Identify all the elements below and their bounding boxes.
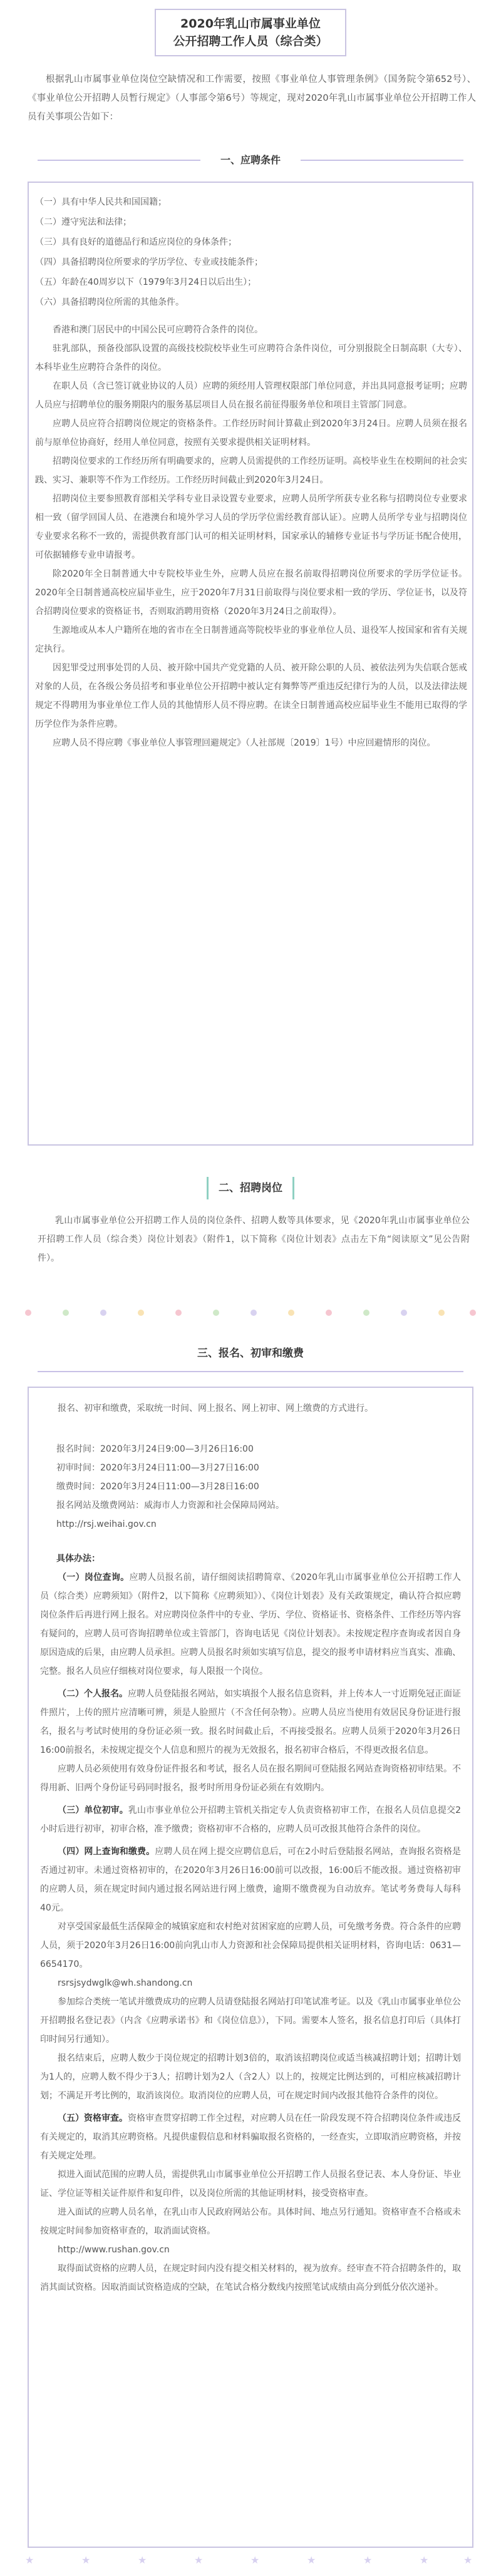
star-icon: ★	[138, 2554, 147, 2566]
step4-note: 对享受国家最低生活保障金的城镇家庭和农村绝对贫困家庭的应聘人员，可免缴考务费。符合条件的应聘人员，须于2020年3月26日16:00前向乳山市人力资源和社会保障局提供相关证明材料，咨询电话：0631—6654170。	[40, 1922, 461, 1969]
final-text: 取得面试资格的应聘人员，在规定时间内没有提交相关材料的，视为放弃。经审查不符合招聘条件的，取消其面试资格。因取消面试资格造成的空缺，在笔试合格分数线内按照笔试成绩由高分到低分依次递补。	[40, 2264, 461, 2292]
decorative-dots	[25, 1307, 476, 1320]
condition-paragraph: 除2020年全日制普通大中专院校毕业生外，应聘人员应在报名前取得招聘岗位所要求的学历学位证书。2020年全日制普通高校应届毕业生，应于2020年7月31日前取得与岗位要求相一致的学历、学位证书，以及符合招聘岗位要求的资格证书，否则取消聘用资格（2020年3月24日之前取得）。	[35, 569, 467, 617]
star-icon: ★	[420, 2554, 429, 2566]
condition-paragraph: 香港和澳门居民中的中国公民可应聘符合条件的岗位。	[53, 325, 263, 335]
step4-text: 应聘人员在网上提交应聘信息后，可在2小时后登陆报名网站，查询报名资格是否通过初审。未通过资格初审的，在2020年3月26日16:00前可以改报，16:00后不能改报。通过资格初审的应聘人员，须在规定时间内通过报名网站进行网上缴费，逾期不缴费视为自动放弃。笔试考务费每人每科40元。	[40, 1847, 462, 1913]
step4-title: （四）网上查询和缴费。	[58, 1847, 155, 1857]
limit-text: 报名结束后，应聘人数少于岗位规定的招聘计划3倍的，取消该招聘岗位或适当核减招聘计划；招聘计划为1人的，应聘人数不得少于3人；招聘计划为2人（含2人）以上的，按规定比例达到的，可相应核减招聘计划；不满足开考比例的，取消该岗位。取消岗位的应聘人员，可在规定时间内改报其他符合条件的岗位。	[40, 2053, 461, 2101]
list-item: （六）具备招聘岗位所需的其他条件。	[35, 297, 184, 307]
step2-title: （二）个人报名。	[58, 1689, 128, 1699]
list-item: （二）遵守宪法和法律；	[35, 217, 132, 227]
website-link[interactable]: http://rsj.weihai.gov.cn	[56, 1519, 157, 1529]
divider	[38, 1371, 463, 1372]
star-icon: ★	[250, 2554, 260, 2566]
list-item: （五）年龄在40周岁以下（1979年3月24日以后出生）；	[35, 277, 257, 287]
title-line1: 2020年乳山市属事业单位	[180, 17, 321, 31]
divider	[301, 160, 463, 161]
list-item: （四）具备招聘岗位所要求的学历学位、专业或技能条件；	[35, 257, 263, 267]
star-icon: ★	[463, 2554, 473, 2566]
step2-text: 应聘人员登陆报名网站，如实填报个人报名信息资料，并上传本人一寸近期免冠正面证件照片，上传的照片应清晰可辨，须是人脸照片（不含任何杂物）。应聘人员应当使用有效居民身份证进行报名，报名与考试时使用的身份证必须一致。报名时间截止后，不再接受报名。应聘人员须于2020年3月26日16:00前报名，未按规定提交个人信息和照片的视为无效报名，报名初审合格后，不得更改报名信息。	[40, 1689, 461, 1755]
condition-paragraph: 招聘岗位要求的工作经历所有明确要求的，应聘人员需提供的工作经历证明。高校毕业生在校期间的社会实践、实习、兼职等不作为工作经历。工作经历时间截止到2020年3月24日。	[35, 456, 467, 485]
divider	[38, 160, 200, 161]
print-text: 参加综合类统一笔试并缴费成功的应聘人员请登陆报名网站打印笔试准考证。以及《乳山市属事业单位公开招聘报名登记表》（内含《应聘承诺书》和《岗位信息》），下同。需要本人签名，报名信息打印后（具体打印时间另行通知）。	[40, 1997, 461, 2045]
list-item: （一）具有中华人民共和国国籍；	[35, 197, 167, 207]
star-icon: ★	[194, 2554, 204, 2566]
decorative-stars	[25, 2554, 476, 2569]
schedule-line: 报名时间：2020年3月24日9:00—3月26日16:00	[56, 1444, 254, 1454]
section2-heading	[188, 1177, 313, 1202]
condition-paragraph: 驻乳部队，预备役部队设置的高级技校院校毕业生可应聘符合条件岗位，可分别报院全日制高职（大专）、本科毕业生应聘符合条件的岗位。	[35, 344, 467, 372]
section3-overview: 报名、初审和缴费，采取统一时间、网上报名、网上初审、网上缴费的方式进行。	[58, 1403, 373, 1414]
section2-title: 二、招聘岗位	[207, 1177, 294, 1199]
step1-text: 应聘人员报名前，请仔细阅读招聘简章、《2020年乳山市属事业单位公开招聘工作人员（综合类）应聘须知》（附件2，以下简称《应聘须知》）、《岗位计划表》及有关政策规定，确认符合拟应聘岗位条件后再进行网上报名。对应聘岗位条件中的专业、学历、学位、资格证书、资格条件、工作经历等内容有疑问的，应聘人员可咨询招聘单位或主管部门，咨询电话见《岗位计划表》。未按规定程序查询或者因自身原因造成的后果，由应聘人员承担。应聘人员报名时须如实填写信息，提交的报考申请材料应当真实、准确、完整。报名人员应仔细核对岗位要求，每人限报一个岗位。	[40, 1573, 462, 1676]
condition-paragraph: 生源地或从本人户籍所在地的省市在全日制普通高等院校毕业的事业单位人员、退役军人按国家和省有关规定执行。	[35, 625, 467, 654]
step5-text3: 进入面试的应聘人员名单，在乳山市人民政府网站公布。具体时间、地点另行通知。资格审查不合格或未按规定时间参加资格审查的，取消面试资格。	[40, 2207, 461, 2236]
website-link[interactable]: http://www.rushan.gov.cn	[58, 2245, 170, 2255]
email-address[interactable]: rsrsjsydwglk@wh.shandong.cn	[58, 1978, 193, 1988]
step2-note: 应聘人员必须使用有效身份证件报名和考试，报名人员在报名期间可登陆报名网站查询资格初审结果。不得用新、旧两个身份证号码同时报名，报考时所用身份证必须在有效期内。	[40, 1764, 461, 1793]
step1	[40, 1568, 461, 2297]
star-icon: ★	[307, 2554, 316, 2566]
step5-text2: 拟进入面试范围的应聘人员，需提供乳山市属事业单位公开招聘工作人员报名登记表、本人身份证、毕业证、学位证等相关证件原件和复印件，以及岗位所需的其他证明材料，接受资格审查。	[40, 2170, 461, 2199]
method-title: 具体办法：	[56, 1554, 100, 1564]
step5-text: 资格审查贯穿招聘工作全过程，对应聘人员在任一阶段发现不符合招聘岗位条件或违反有关规定的，取消其应聘资格。凡提供虚假信息和材料骗取报名资格的，一经查实，立即取消应聘资格，并按有关规定处理。	[40, 2113, 461, 2161]
section2-text: 乳山市属事业单位公开招聘工作人员的岗位条件、招聘人数等具体要求，见《2020年乳山市属事业单位公开招聘工作人员（综合类）岗位计划表》（附件1，以下简称《岗位计划表》点击左下角“阅读原文”见公告附件）。	[38, 1216, 470, 1263]
title-box	[155, 9, 346, 56]
section1-heading	[0, 148, 501, 173]
step5-title: （五）资格审查。	[58, 2113, 128, 2123]
condition-paragraph: 因犯罪受过刑事处罚的人员、被开除中国共产党党籍的人员、被开除公职的人员、被依法列为失信联合惩戒对象的人员，在各级公务员招考和事业单位公开招聘中被认定有舞弊等严重违反纪律行为的人员，以及法律法规规定不得聘用为事业单位工作人员的其他情形人员不得应聘。在读全日制普通高校应届毕业生不能用已取得的学历学位作为条件应聘。	[35, 663, 467, 729]
section3-title: 三、报名、初审和缴费	[197, 1347, 304, 1360]
conditions-list	[35, 195, 467, 752]
step1-title: （一）岗位查询。	[58, 1573, 130, 1583]
star-icon: ★	[81, 2554, 91, 2566]
schedule-line: 缴费时间：2020年3月24日11:00—3月28日16:00	[56, 1482, 259, 1492]
star-icon: ★	[25, 2554, 34, 2566]
star-icon: ★	[363, 2554, 373, 2566]
schedule-line: 报名网站及缴费网站：威海市人力资源和社会保障局网站。	[56, 1501, 284, 1511]
step3-title: （三）单位初审。	[58, 1805, 128, 1815]
condition-paragraph: 招聘岗位主要参照教育部相关学科专业目录设置专业要求，应聘人员所学所获专业名称与招聘岗位专业要求相一致（留学回国人员、在港澳台和境外学习人员的学历学位需经教育部认证）。应聘人员所学专业与招聘岗位专业要求名称不一致的，需提供教育部门认可的相关证明材料，国家承认的辅修专业证书与学历证书配合使用，可依据辅修专业申请报考。	[35, 494, 467, 560]
step3-text: 乳山市事业单位公开招聘主管机关指定专人负责资格初审工作，在报名人员信息提交2小时后进行初审，初审合格，准予缴费；资格初审不合格的，应聘人员可改报其他符合条件的岗位。	[40, 1805, 461, 1834]
condition-paragraph: 应聘人员不得应聘《事业单位人事管理回避规定》（人社部规〔2019〕1号）中应回避情形的岗位。	[53, 738, 436, 748]
section3-heading	[0, 1341, 501, 1366]
title-line2: 公开招聘工作人员（综合类）	[173, 34, 328, 48]
section1-title: 一、应聘条件	[212, 148, 289, 173]
condition-paragraph: 在职人员（含已签订就业协议的人员）应聘的须经用人管理权限部门单位同意，并出具同意报考证明；应聘人员应与招聘单位的服务期限内的服务基层项目人员在报名前征得服务单位和项目主管部门同意。	[35, 381, 467, 410]
list-item: （三）具有良好的道德品行和适应岗位的身体条件；	[35, 237, 237, 247]
condition-paragraph: 应聘人员应符合招聘岗位规定的资格条件。工作经历时间计算截止到2020年3月24日。应聘人员须在报名前与原单位协商好，经用人单位同意，按照有关要求提供相关证明材料。	[35, 419, 467, 448]
schedule-line: 初审时间：2020年3月24日11:00—3月27日16:00	[56, 1463, 259, 1473]
intro-paragraph: 根据乳山市属事业单位岗位空缺情况和工作需要，按照《事业单位人事管理条例》（国务院令第652号）、《事业单位公开招聘人员暂行规定》（人事部令第6号）等规定，现对2020年乳山市属事业单位公开招聘工作人员有关事项公告如下：	[28, 74, 476, 122]
